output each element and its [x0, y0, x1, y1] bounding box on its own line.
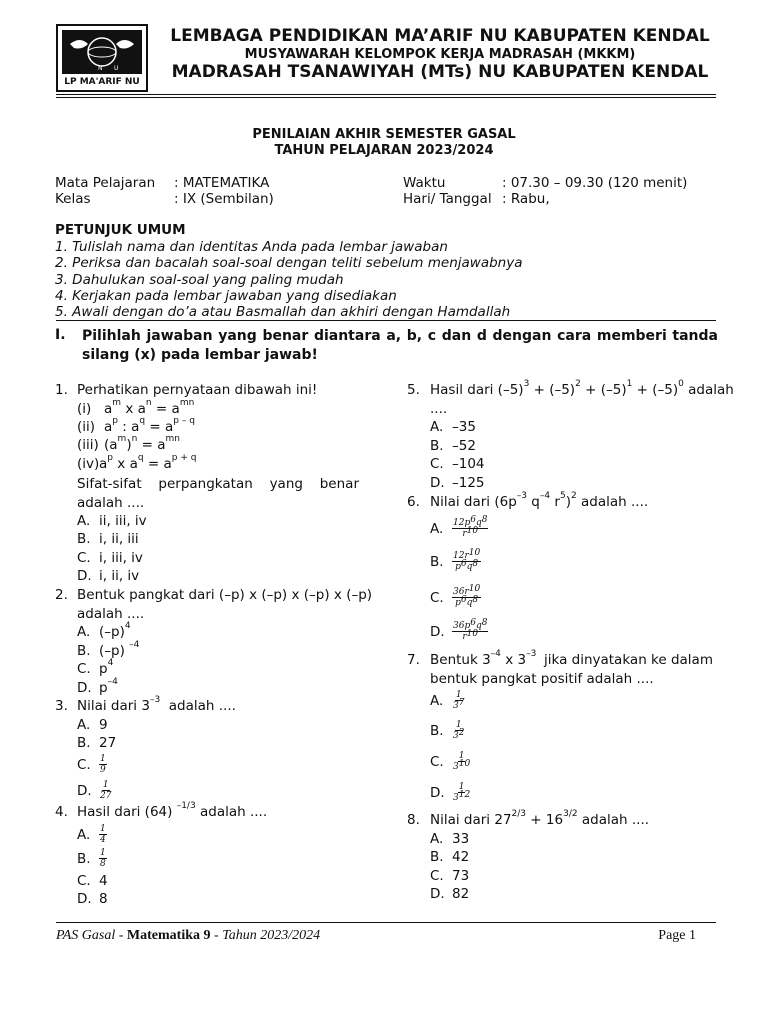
- header-line-3: MADRASAH TSANAWIYAH (MTs) NU KABUPATEN KENDAL: [171, 62, 709, 82]
- question-number: 3.: [55, 698, 68, 714]
- option-a[interactable]: A. $\frac{12p^6q^8}{r^{10}}$: [430, 515, 488, 539]
- class-label: Kelas: [55, 191, 91, 207]
- question-text: Nilai dari $27^{2/3} + 16^{3/2}$ adalah ....: [430, 809, 650, 828]
- option-d[interactable]: D. $\frac{36p^6q^8}{r^{10}}$: [430, 618, 488, 642]
- option-d[interactable]: D. $\frac{1}{27}$: [77, 780, 112, 801]
- question-text: adalah ....: [77, 606, 145, 622]
- question-text: Hasil dari $(-5)^3 + (-5)^2 + (-5)^1 + (-5)^0$ adalah: [430, 379, 734, 398]
- option-c[interactable]: C. $p^4$: [77, 658, 114, 677]
- option-d[interactable]: D. $\frac{1}{3^{12}}$: [430, 782, 471, 803]
- question-text: Bentuk pangkat dari (–p) x (–p) x (–p) x (–p): [77, 587, 373, 603]
- option-a[interactable]: A. 9: [77, 717, 108, 733]
- question-number: 2.: [55, 587, 68, 603]
- instruction-item: 2. Periksa dan bacalah soal-soal dengan teliti sebelum menjawabnya: [55, 255, 523, 271]
- option-d[interactable]: D. 82: [430, 886, 470, 902]
- option-b[interactable]: B. 42: [430, 849, 470, 865]
- option-a[interactable]: A. $\frac{1}{3^7}$: [430, 690, 465, 711]
- question-text: ....: [430, 401, 448, 417]
- option-a[interactable]: A. $\frac{1}{4}$: [77, 824, 106, 845]
- option-a[interactable]: A. ii, iii, iv: [77, 513, 147, 529]
- question-text: bentuk pangkat positif adalah ....: [430, 671, 654, 687]
- option-c[interactable]: C. $\frac{36r^{10}}{p^6q^8}$: [430, 584, 481, 608]
- question-text: Hasil dari (64) $^{-1/3}$ adalah ....: [77, 801, 268, 820]
- statement: (i) $a^m$ x $a^n = a^{mn}$: [77, 398, 195, 417]
- statement: (iii) $(a^m)^n = a^{mn}$: [77, 434, 180, 453]
- subject-label: Mata Pelajaran: [55, 175, 156, 191]
- option-b[interactable]: B. 27: [77, 735, 117, 751]
- question-number: 4.: [55, 804, 68, 820]
- class-value: : IX (Sembilan): [174, 191, 274, 207]
- option-c[interactable]: C. 4: [77, 873, 108, 889]
- header-line-2: MUSYAWARAH KELOMPOK KERJA MADRASAH (MKKM): [244, 47, 636, 62]
- subject-value: : MATEMATIKA: [174, 175, 270, 191]
- option-b[interactable]: B. (–p) $^{-4}$: [77, 640, 140, 659]
- option-b[interactable]: B. $\frac{1}{8}$: [77, 848, 106, 869]
- svg-text:U: U: [114, 65, 119, 72]
- header-line-1: LEMBAGA PENDIDIKAN MA’ARIF NU KABUPATEN KENDAL: [170, 26, 710, 46]
- statement: (ii) $a^p$ : $a^q = a^{p - q}$: [77, 416, 195, 435]
- question-text: Sifat-sifat perpangkatan yang benar adalah ....: [77, 476, 359, 511]
- footer-divider: [56, 922, 716, 923]
- option-a[interactable]: A. 33: [430, 831, 470, 847]
- question-text: Nilai dari $3^{-3}$ adalah ....: [77, 695, 236, 714]
- option-c[interactable]: C. i, iii, iv: [77, 550, 143, 566]
- option-c[interactable]: C. 73: [430, 868, 470, 884]
- instruction-item: 5. Awali dengan do’a atau Basmallah dan akhiri dengan Hamdallah: [55, 304, 511, 320]
- svg-text:N: N: [98, 65, 103, 72]
- option-a[interactable]: A. –35: [430, 419, 476, 435]
- question-text: Nilai dari ($6p^{-3}$ $q^{-4}$ $r^5)^2$ adalah ....: [430, 491, 649, 510]
- option-b[interactable]: B. $\frac{1}{3^2}$: [430, 720, 465, 741]
- question-number: 5.: [407, 382, 420, 398]
- section-instruction: Pilihlah jawaban yang benar diantara a, b, c dan d dengan cara memberi tanda silang (x) pada lembar jawab!: [82, 328, 718, 363]
- logo-caption: LP MA'ARIF NU: [64, 77, 140, 87]
- instruction-item: 1. Tulislah nama dan identitas Anda pada lembar jawaban: [55, 239, 448, 255]
- instructions-divider: [56, 320, 716, 321]
- exam-title: PENILAIAN AKHIR SEMESTER GASAL: [252, 127, 516, 142]
- option-d[interactable]: D. –125: [430, 475, 485, 491]
- question-number: 8.: [407, 812, 420, 828]
- option-d[interactable]: D. 8: [77, 891, 108, 907]
- question-number: 6.: [407, 494, 420, 510]
- header-divider: [56, 94, 716, 95]
- section-number: I.: [55, 327, 66, 343]
- day-label: Hari/ Tanggal: [403, 191, 492, 207]
- day-value: : Rabu,: [502, 191, 550, 207]
- time-label: Waktu: [403, 175, 446, 191]
- option-c[interactable]: C. $\frac{1}{3^{10}}$: [430, 751, 471, 772]
- footer-info: PAS Gasal - Matematika 9 - Tahun 2023/2024: [56, 928, 321, 943]
- option-b[interactable]: B. –52: [430, 438, 476, 454]
- institution-logo: [56, 24, 148, 92]
- option-a[interactable]: A. $(-p)^4$: [77, 621, 131, 640]
- option-d[interactable]: D. $p^{-4}$: [77, 677, 118, 696]
- option-c[interactable]: C. $\frac{1}{9}$: [77, 754, 106, 775]
- exam-year: TAHUN PELAJARAN 2023/2024: [274, 143, 494, 158]
- question-number: 1.: [55, 382, 68, 398]
- instruction-item: 3. Dahulukan soal-soal yang paling mudah: [55, 272, 344, 288]
- option-c[interactable]: C. –104: [430, 456, 485, 472]
- question-text: Perhatikan pernyataan dibawah ini!: [77, 382, 318, 398]
- option-d[interactable]: D. i, ii, iv: [77, 568, 140, 584]
- statement: $(iv)a^p$ x $a^q = a^{p + q}$: [77, 453, 197, 472]
- header-divider-thin: [56, 97, 716, 98]
- nu-emblem: [62, 30, 142, 74]
- option-b[interactable]: B. i, ii, iii: [77, 531, 139, 547]
- question-text: Bentuk $3^{-4}$ x $3^{-3}$ jika dinyatakan ke dalam: [430, 649, 713, 668]
- instructions-heading: PETUNJUK UMUM: [55, 222, 186, 238]
- option-b[interactable]: B. $\frac{12r^{10}}{p^6q^8}$: [430, 548, 481, 572]
- instruction-item: 4. Kerjakan pada lembar jawaban yang disediakan: [55, 288, 397, 304]
- question-number: 7.: [407, 652, 420, 668]
- page-number: Page 1: [658, 928, 696, 943]
- time-value: : 07.30 – 09.30 (120 menit): [502, 175, 688, 191]
